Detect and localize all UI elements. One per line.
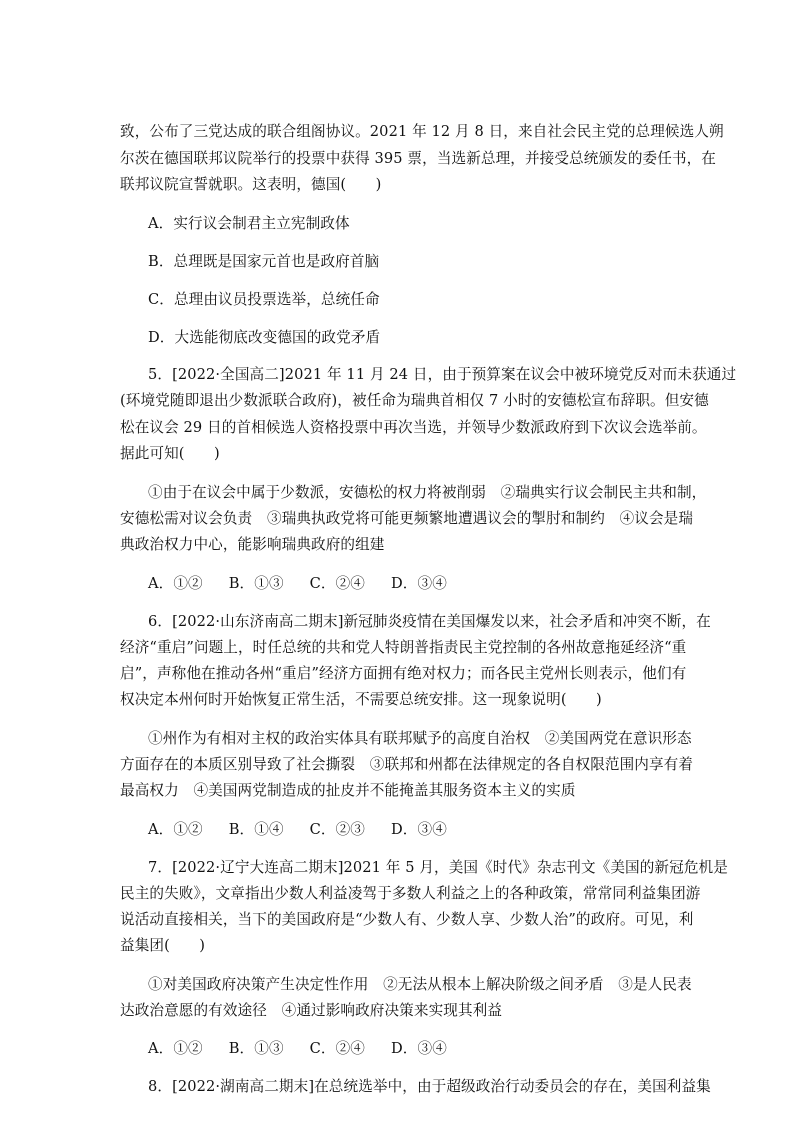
q7-choice-a: A．①② <box>148 1040 203 1057</box>
q4-option-b: B．总理既是国家元首也是政府首脑 <box>148 253 380 270</box>
q8-stem-line: 8．[2022·湖南高二期末]在总统选举中，由于超级政治行动委员会的存在，美国利益集 <box>148 1078 711 1095</box>
q6-choices <box>148 820 473 840</box>
q5-stem-line: 5．[2022·全国高二]2021 年 11 月 24 日，由于预算案在议会中被环境党反对而未获通过 <box>148 366 737 383</box>
q5-statement-line: 安德松需对议会负责 ③瑞典执政党将可能更频繁地遭遇议会的掣肘和制约 ④议会是瑞 <box>120 510 694 527</box>
q7-choice-c: C．②④ <box>309 1040 365 1057</box>
q5-stem-line: (环境党随即退出少数派联合政府)，被任命为瑞典首相仅 7 小时的安德松宣布辞职。但安德 <box>120 392 709 409</box>
q6-choice-b: B．①④ <box>228 821 284 838</box>
q6-statement-line: 方面存在的本质区别导致了社会撕裂 ③联邦和州都在法律规定的各自权限范围内享有着 <box>120 756 694 773</box>
q7-stem-line: 民主的失败》，文章指出少数人利益凌驾于多数人利益之上的各种政策，常常同利益集团游 <box>120 885 701 902</box>
q7-statement-line: ①对美国政府决策产生决定性作用 ②无法从根本上解决阶级之间矛盾 ③是人民表 <box>148 976 692 993</box>
q4-option-c: C．总理由议员投票选举，总统任命 <box>148 291 380 308</box>
q5-choice-a: A．①② <box>148 575 203 592</box>
q4-option-d: D．大选能彻底改变德国的政党矛盾 <box>148 329 381 346</box>
q7-statement-line: 达政治意愿的有效途径 ④通过影响政府决策来实现其利益 <box>120 1002 503 1019</box>
q5-stem-line: 据此可知( ) <box>120 445 220 462</box>
q6-statement-line: 最高权力 ④美国两党制造成的扯皮并不能掩盖其服务资本主义的实质 <box>120 782 576 799</box>
q7-choice-d: D．③④ <box>391 1040 447 1057</box>
q5-statement-line: ①由于在议会中属于少数派，安德松的权力将被削弱 ②瑞典实行议会制民主共和制， <box>148 484 707 501</box>
q6-statement-line: ①州作为有相对主权的政治实体具有联邦赋予的高度自治权 ②美国两党在意识形态 <box>148 730 692 747</box>
q7-stem-line: 说活动直接相关，当下的美国政府是“少数人有、少数人享、少数人治”的政府。可见，利 <box>120 911 694 928</box>
q6-stem-line: 6．[2022·山东济南高二期末]新冠肺炎疫情在美国爆发以来，社会矛盾和冲突不断，在 <box>148 613 711 630</box>
q7-choices <box>148 1039 473 1059</box>
q4-stem-line: 尔茨在德国联邦议院举行的投票中获得 395 票，当选新总理，并接受总统颁发的委任书，在 <box>120 150 716 167</box>
q6-stem-line: 经济“重启”问题上，时任总统的共和党人特朗普指责民主党控制的各州故意拖延经济“重 <box>120 639 687 656</box>
q6-choice-c: C．②③ <box>309 821 365 838</box>
q5-choice-d: D．③④ <box>391 575 447 592</box>
q5-choice-b: B．①③ <box>228 575 284 592</box>
q6-stem-line: 权决定本州何时开始恢复正常生活，不需要总统安排。这一现象说明( ) <box>120 691 602 708</box>
q5-stem-line: 松在议会 29 日的首相候选人资格投票中再次当选，并领导少数派政府到下次议会选举前。 <box>120 419 707 436</box>
q5-choices <box>148 574 473 594</box>
q4-stem-line: 联邦议院宣誓就职。这表明，德国( ) <box>120 176 382 193</box>
q6-choice-d: D．③④ <box>391 821 447 838</box>
q4-stem-line: 致，公布了三党达成的联合组阁协议。2021 年 12 月 8 日，来自社会民主党的总理候选人朔 <box>120 123 724 140</box>
q5-choice-c: C．②④ <box>309 575 365 592</box>
q7-stem-line: 7．[2022·辽宁大连高二期末]2021 年 5 月，美国《时代》杂志刊文《美国的新冠危机是 <box>148 859 728 876</box>
q4-option-a: A．实行议会制君主立宪制政体 <box>148 215 350 232</box>
q6-choice-a: A．①② <box>148 821 203 838</box>
q5-statement-line: 典政治权力中心，能影响瑞典政府的组建 <box>120 536 385 553</box>
q7-stem-line: 益集团( ) <box>120 937 206 954</box>
q6-stem-line: 启”，声称他在推动各州“重启”经济方面拥有绝对权力；而各民主党州长则表示，他们有 <box>120 665 687 682</box>
q7-choice-b: B．①③ <box>228 1040 284 1057</box>
